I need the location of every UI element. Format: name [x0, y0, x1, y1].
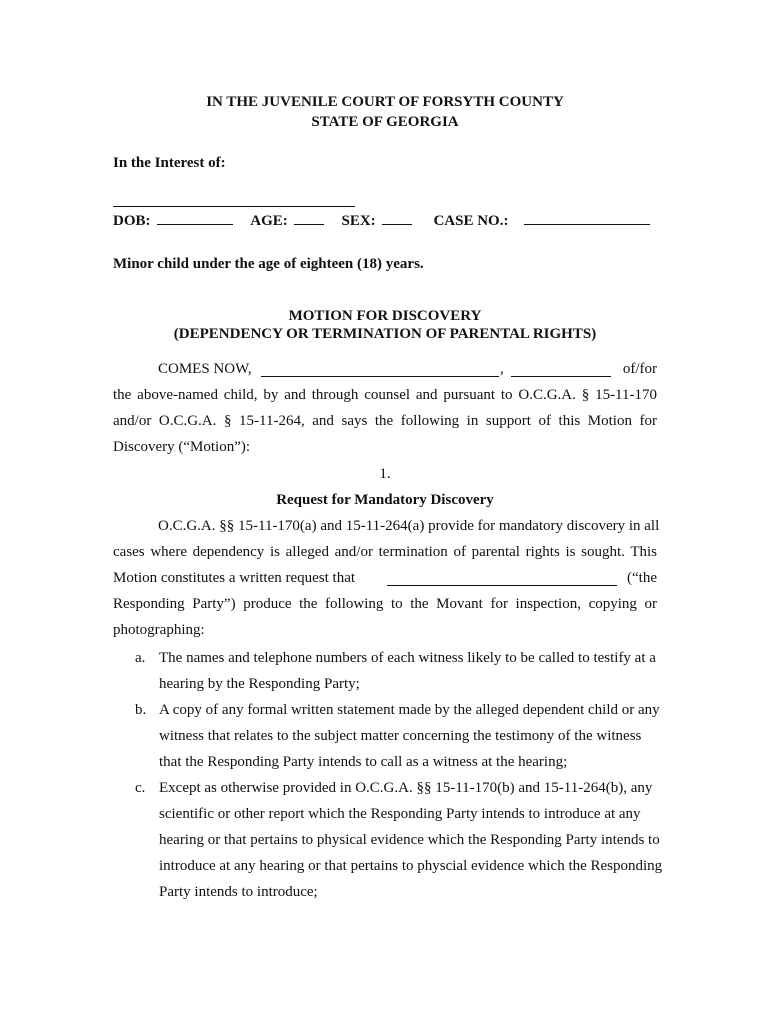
section-heading: Request for Mandatory Discovery	[276, 492, 494, 508]
movant-role-blank[interactable]	[511, 376, 611, 377]
intro-line-1	[113, 361, 657, 381]
age-label: AGE:	[250, 213, 288, 229]
motion-title: MOTION FOR DISCOVERY	[288, 308, 482, 324]
section-line-5: photographing:	[113, 622, 205, 638]
intro-comma: ,	[500, 361, 504, 377]
item-b-line: witness that relates to the subject matter concerning the testimony of the witness	[159, 728, 642, 744]
interest-label: In the Interest of:	[113, 155, 226, 171]
item-b-line: A copy of any formal written statement made by the alleged dependent child or any	[159, 702, 660, 718]
motion-subtitle: (DEPENDENCY OR TERMINATION OF PARENTAL RIGHTS)	[173, 326, 597, 342]
case-no-blank[interactable]	[524, 223, 650, 225]
caption-row	[113, 213, 650, 230]
intro-line-4: Discovery (“Motion”):	[113, 439, 251, 455]
item-b-label: b.	[135, 702, 147, 718]
section-number: 1.	[379, 466, 391, 482]
section-line-2: cases where dependency is alleged and/or termination of parental rights is sought. This	[113, 544, 657, 560]
sex-label: SEX:	[341, 213, 376, 229]
item-c-label: c.	[135, 780, 146, 796]
movant-name-blank[interactable]	[261, 376, 499, 377]
responding-party-blank[interactable]	[387, 585, 617, 586]
the-text: (“the	[627, 570, 657, 586]
section-line-1: O.C.G.A. §§ 15-11-170(a) and 15-11-264(a) provide for mandatory discovery in all	[158, 518, 660, 534]
dob-label: DOB:	[113, 213, 151, 229]
minor-statement: Minor child under the age of eighteen (18) years.	[113, 256, 424, 272]
motion-request-text: Motion constitutes a written request that	[113, 570, 356, 586]
item-c-line: hearing or that pertains to physical evidence which the Responding Party intends to	[159, 832, 660, 848]
item-c-line: scientific or other report which the Responding Party intends to introduce at any	[159, 806, 641, 822]
child-name-blank[interactable]	[113, 206, 355, 207]
comes-now-text: COMES NOW,	[158, 361, 252, 377]
intro-line-2: the above-named child, by and through counsel and pursuant to O.C.G.A. § 15-11-170	[113, 387, 657, 403]
item-c-line: introduce at any hearing or that pertains to physcial evidence which the Responding	[159, 858, 663, 874]
item-c-line: Except as otherwise provided in O.C.G.A. §§ 15-11-170(b) and 15-11-264(b), any	[159, 780, 653, 796]
item-c-line: Party intends to introduce;	[159, 884, 318, 900]
sex-blank[interactable]	[382, 223, 412, 225]
state-heading: STATE OF GEORGIA	[311, 114, 459, 130]
item-a-line: The names and telephone numbers of each witness likely to be called to testify at a	[159, 650, 656, 666]
age-blank[interactable]	[294, 223, 324, 225]
section-line-3	[113, 570, 657, 590]
item-a-label: a.	[135, 650, 146, 666]
item-a-line: hearing by the Responding Party;	[159, 676, 360, 692]
offor-text: of/for	[622, 361, 657, 377]
court-heading: IN THE JUVENILE COURT OF FORSYTH COUNTY	[206, 94, 564, 110]
intro-line-3: and/or O.C.G.A. § 15-11-264, and says the following in support of this Motion for	[113, 413, 657, 429]
case-no-label: CASE NO.:	[433, 213, 509, 229]
dob-blank[interactable]	[157, 223, 233, 225]
item-b-line: that the Responding Party intends to call as a witness at the hearing;	[159, 754, 568, 770]
section-line-4: Responding Party”) produce the following to the Movant for inspection, copying or	[113, 596, 657, 612]
